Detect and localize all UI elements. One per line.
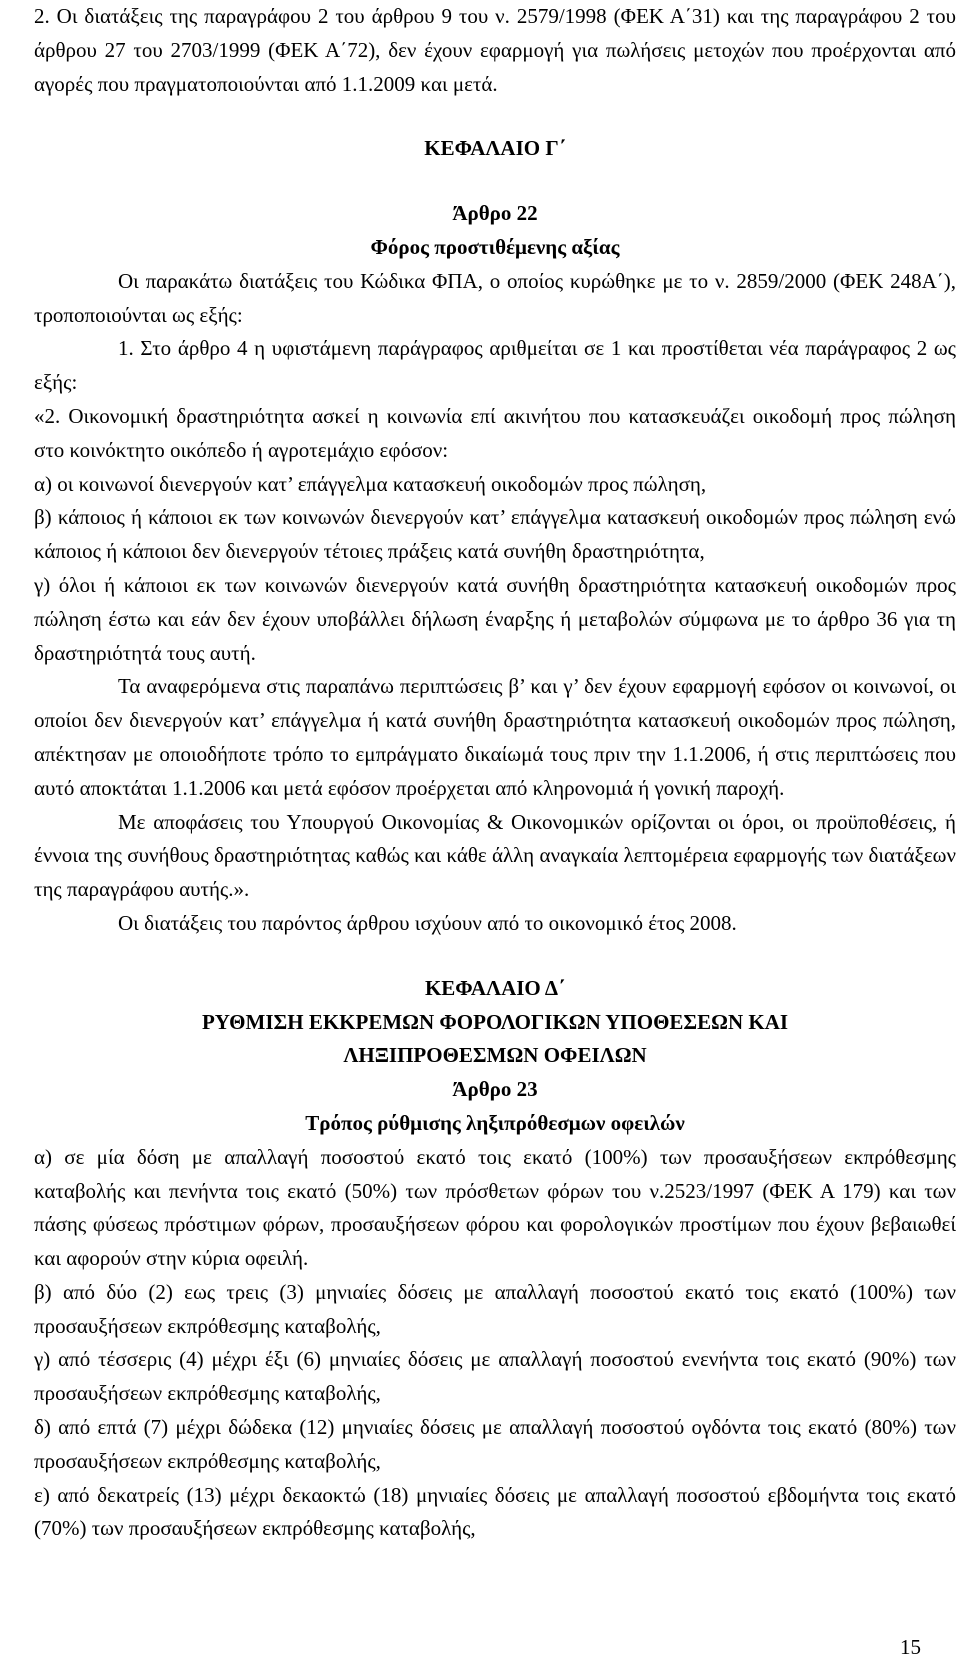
list-item: β) κάποιος ή κάποιοι εκ των κοινωνών διενεργούν κατ’ επάγγελμα κατασκευή οικοδομών προς πώληση ενώ κάποιος ή κάποιοι δεν διενεργούν τέτοιες πράξεις κατά συνήθη δραστηριότητα, bbox=[34, 505, 956, 564]
article-23-heading: Άρθρο 23 bbox=[452, 1077, 538, 1102]
chapter-g-title: ΚΕΦΑΛΑΙΟ Γ΄ bbox=[424, 136, 566, 161]
list-item: ε) από δεκατρείς (13) μέχρι δεκαοκτώ (18) μηνιαίες δόσεις με απαλλαγή ποσοστού εβδομήντα τοις εκατό (70%) των προσαυξήσεων εκπρόθεσμης καταβολής, bbox=[34, 1482, 956, 1541]
paragraph: Τα αναφερόμενα στις παραπάνω περιπτώσεις β’ και γ’ δεν έχουν εφαρμογή εφόσον οι κοινωνοί, οι οποίοι δεν διενεργούν κατ’ επάγγελμα ή κατά συνήθη δραστηριότητα κατασκευή οικοδομών προς πώληση, απέκτησαν με οποιοδήποτε τρόπο το εμπράγματο δικαίωμά τους πριν την 1.1.2006, ή στις περιπτώσεις που αυτό αποκτάται 1.1.2006 και μετά εφόσον προέρχεται από κληρονομιά ή γονική παροχή. bbox=[34, 674, 956, 800]
chapter-d-title: ΚΕΦΑΛΑΙΟ Δ΄ bbox=[424, 975, 566, 1000]
paragraph: 1. Στο άρθρο 4 η υφιστάμενη παράγραφος αριθμείται σε 1 και προστίθεται νέα παράγραφος 2 ως εξής: bbox=[34, 336, 956, 395]
article-22-heading: Άρθρο 22 bbox=[452, 201, 538, 226]
list-item: γ) από τέσσερις (4) μέχρι έξι (6) μηνιαίες δόσεις με απαλλαγή ποσοστού ενενήντα τοις εκατό (90%) των προσαυξήσεων εκπρόθεσμης καταβολής, bbox=[34, 1347, 956, 1406]
page-number: 15 bbox=[900, 1635, 921, 1659]
list-item: γ) όλοι ή κάποιοι εκ των κοινωνών διενεργούν κατά συνήθη δραστηριότητα κατασκευή οικοδομών προς πώληση έστω και εάν δεν έχουν υποβάλλει δήλωση έναρξης ή μεταβολών σύμφωνα με το άρθρο 36 για τη δραστηριότητά τους αυτή. bbox=[34, 572, 956, 665]
paragraph: Με αποφάσεις του Υπουργού Οικονομίας & Οικονομικών ορίζονται οι όροι, οι προϋποθέσεις, ή έννοια της συνήθους δραστηριότητας καθώς και κάθε άλλη αναγκαία λεπτομέρεια εφαρμογής των διατάξεων της παραγράφου αυτής.». bbox=[34, 809, 956, 902]
article-23-title: Τρόπος ρύθμισης ληξιπρόθεσμων οφειλών bbox=[305, 1110, 685, 1135]
list-item: α) οι κοινωνοί διενεργούν κατ’ επάγγελμα κατασκευή οικοδομών προς πώληση, bbox=[34, 471, 707, 496]
paragraph: Οι παρακάτω διατάξεις του Κώδικα ΦΠΑ, ο οποίος κυρώθηκε με το ν. 2859/2000 (ΦΕΚ 248Α΄), τροποποιούνται ως εξής: bbox=[34, 268, 956, 327]
list-item: δ) από επτά (7) μέχρι δώδεκα (12) μηνιαίες δόσεις με απαλλαγή ποσοστού ογδόντα τοις εκατό (80%) των προσαυξήσεων εκπρόθεσμης καταβολής, bbox=[34, 1415, 956, 1473]
intro-paragraph: 2. Οι διατάξεις της παραγράφου 2 του άρθρου 9 του ν. 2579/1998 (ΦΕΚ Α΄31) και της παραγράφου 2 του άρθρου 27 του 2703/1999 (ΦΕΚ Α΄72), δεν έχουν εφαρμογή για πωλήσεις μετοχών που προέρχονται από αγορές που πραγματοποιούνται από 1.1.2009 και μετά. bbox=[34, 4, 956, 96]
paragraph: Οι διατάξεις του παρόντος άρθρου ισχύουν από το οικονομικό έτος 2008. bbox=[118, 910, 737, 935]
list-item: β) από δύο (2) εως τρεις (3) μηνιαίες δόσεις με απαλλαγή ποσοστού εκατό τοις εκατό (100%) των προσαυξήσεων εκπρόθεσμης καταβολής, bbox=[34, 1279, 956, 1338]
list-item: α) σε μία δόση με απαλλαγή ποσοστού εκατό τοις εκατό (100%) των προσαυξήσεων εκπρόθεσμης καταβολής και πενήντα τοις εκατό (50%) των πρόσθετων φόρων του ν.2523/1997 (ΦΕΚ Α 179) και των πάσης φύσεως πρόστιμων φόρων, προσαυξήσεων φόρου και φορολογικών προστίμων που έχουν βεβαιωθεί και αφορούν στην κύρια οφειλή. bbox=[34, 1144, 956, 1271]
article-22-title: Φόρος προστιθέμενης αξίας bbox=[370, 234, 620, 259]
chapter-d-heading-line-1: ΡΥΘΜΙΣΗ ΕΚΚΡΕΜΩΝ ΦΟΡΟΛΟΓΙΚΩΝ ΥΠΟΘΕΣΕΩΝ ΚΑΙ bbox=[201, 1009, 789, 1034]
chapter-d-heading-line-2: ΛΗΞΙΠΡΟΘΕΣΜΩΝ ΟΦΕΙΛΩΝ bbox=[343, 1043, 647, 1068]
paragraph: «2. Οικονομική δραστηριότητα ασκεί η κοινωνία επί ακινήτου που κατασκευάζει οικοδομή προς πώληση στο κοινόκτητο οικόπεδο ή αγροτεμάχιο εφόσον: bbox=[34, 403, 956, 462]
page-body bbox=[34, 0, 956, 1546]
